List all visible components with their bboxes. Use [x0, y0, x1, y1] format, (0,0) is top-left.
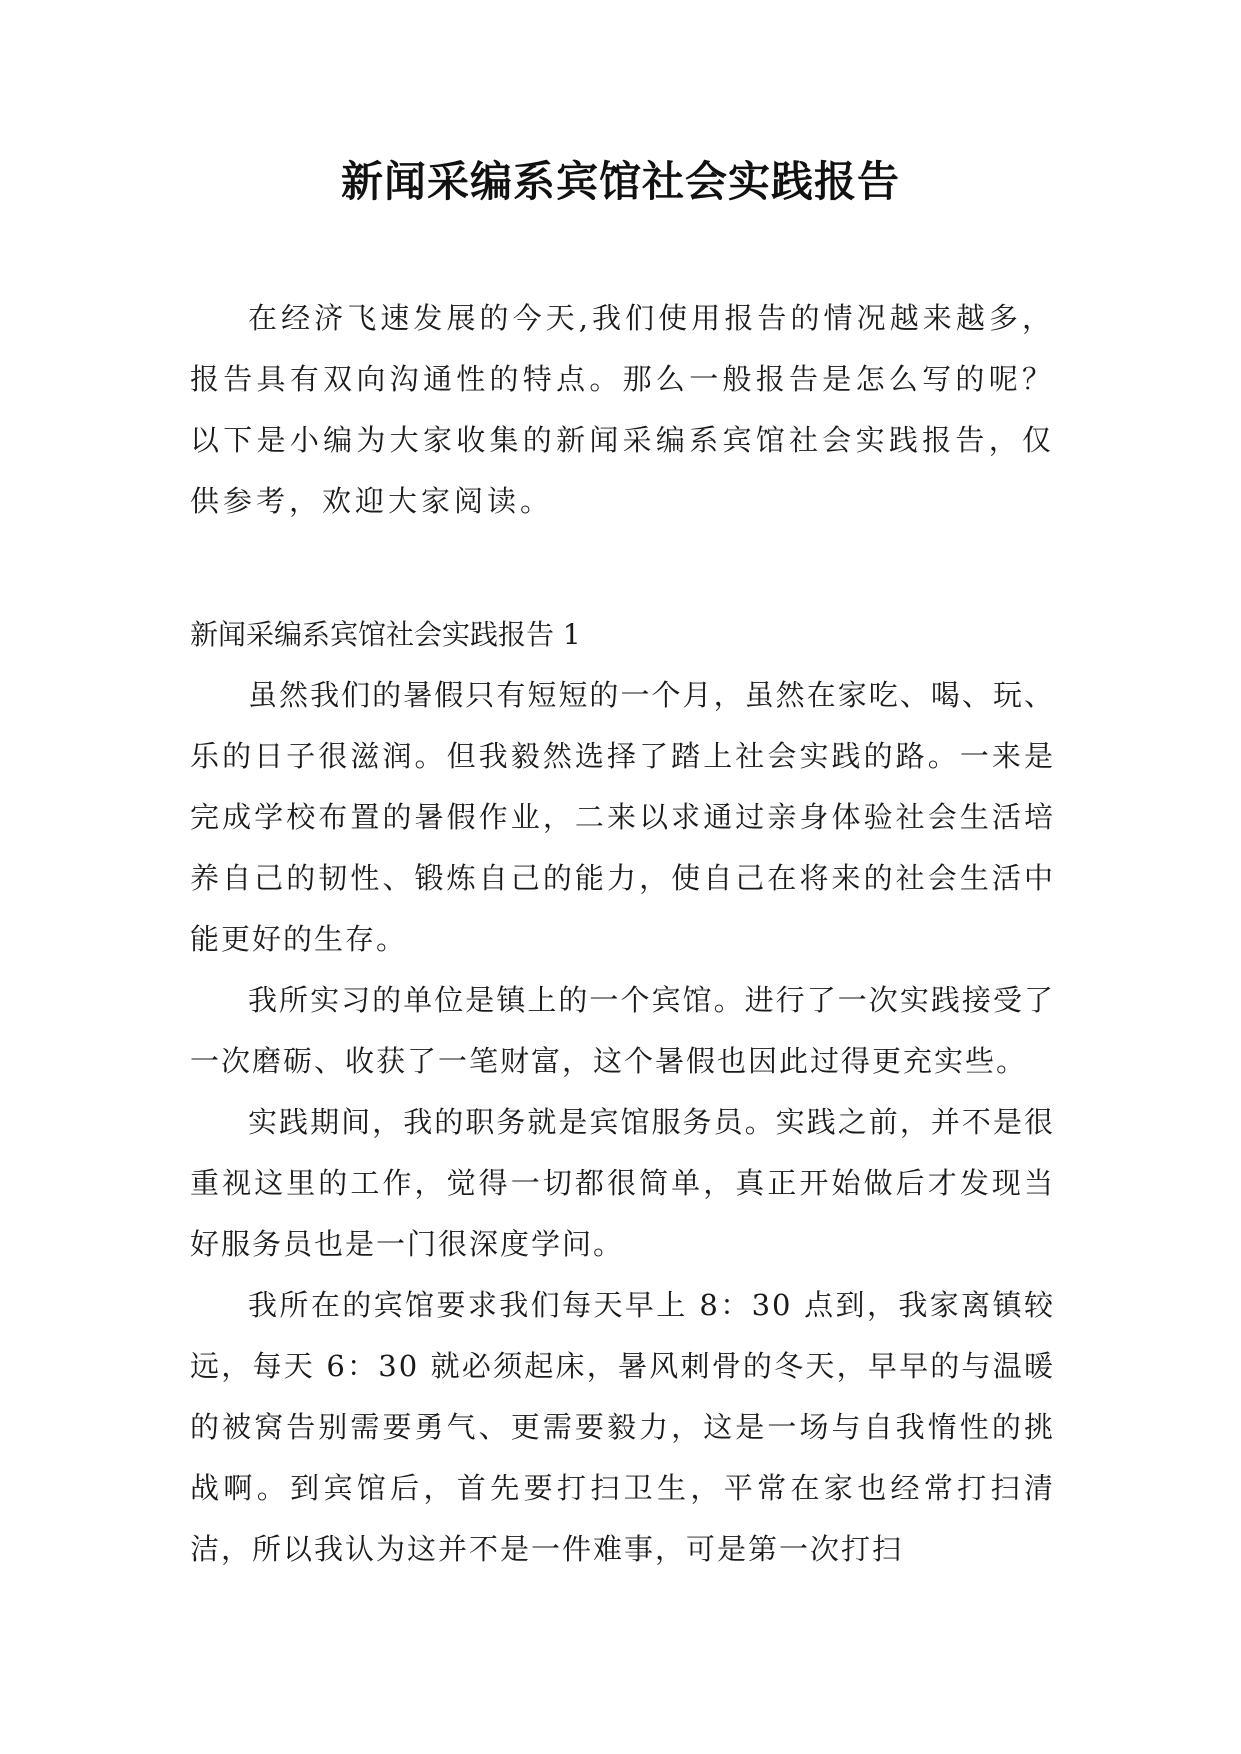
section-gap — [190, 532, 1055, 604]
body-paragraph: 我所在的宾馆要求我们每天早上 8：30 点到，我家离镇较远，每天 6：30 就必须起床，暑风刺骨的冬天，早早的与温暖的被窝告别需要勇气、更需要毅力，这是一场与自我惰性的挑战啊。到宾馆后，首先要打扫卫生，平常在家也经常打扫清洁，所以我认为这并不是一件难事，可是第一次打扫 — [190, 1288, 1055, 1566]
intro-paragraph: 在经济飞速发展的今天,我们使用报告的情况越来越多，报告具有双向沟通性的特点。那么一般报告是怎么写的呢？以下是小编为大家收集的新闻采编系宾馆社会实践报告，仅供参考，欢迎大家阅读。 — [190, 301, 1055, 518]
section-heading: 新闻采编系宾馆社会实践报告 1 — [190, 618, 581, 651]
document-body — [190, 288, 1055, 1580]
body-paragraph: 虽然我们的暑假只有短短的一个月，虽然在家吃、喝、玩、乐的日子很滋润。但我毅然选择了踏上社会实践的路。一来是完成学校布置的暑假作业，二来以求通过亲身体验社会生活培养自己的韧性、锻炼自己的能力，使自己在将来的社会生活中能更好的生存。 — [190, 678, 1055, 956]
body-paragraph: 我所实习的单位是镇上的一个宾馆。进行了一次实践接受了一次磨砺、收获了一笔财富，这个暑假也因此过得更充实些。 — [190, 983, 1055, 1078]
document-title: 新闻采编系宾馆社会实践报告 — [340, 157, 900, 206]
body-paragraph: 实践期间，我的职务就是宾馆服务员。实践之前，并不是很重视这里的工作，觉得一切都很简单，真正开始做后才发现当好服务员也是一门很深度学问。 — [190, 1105, 1055, 1261]
